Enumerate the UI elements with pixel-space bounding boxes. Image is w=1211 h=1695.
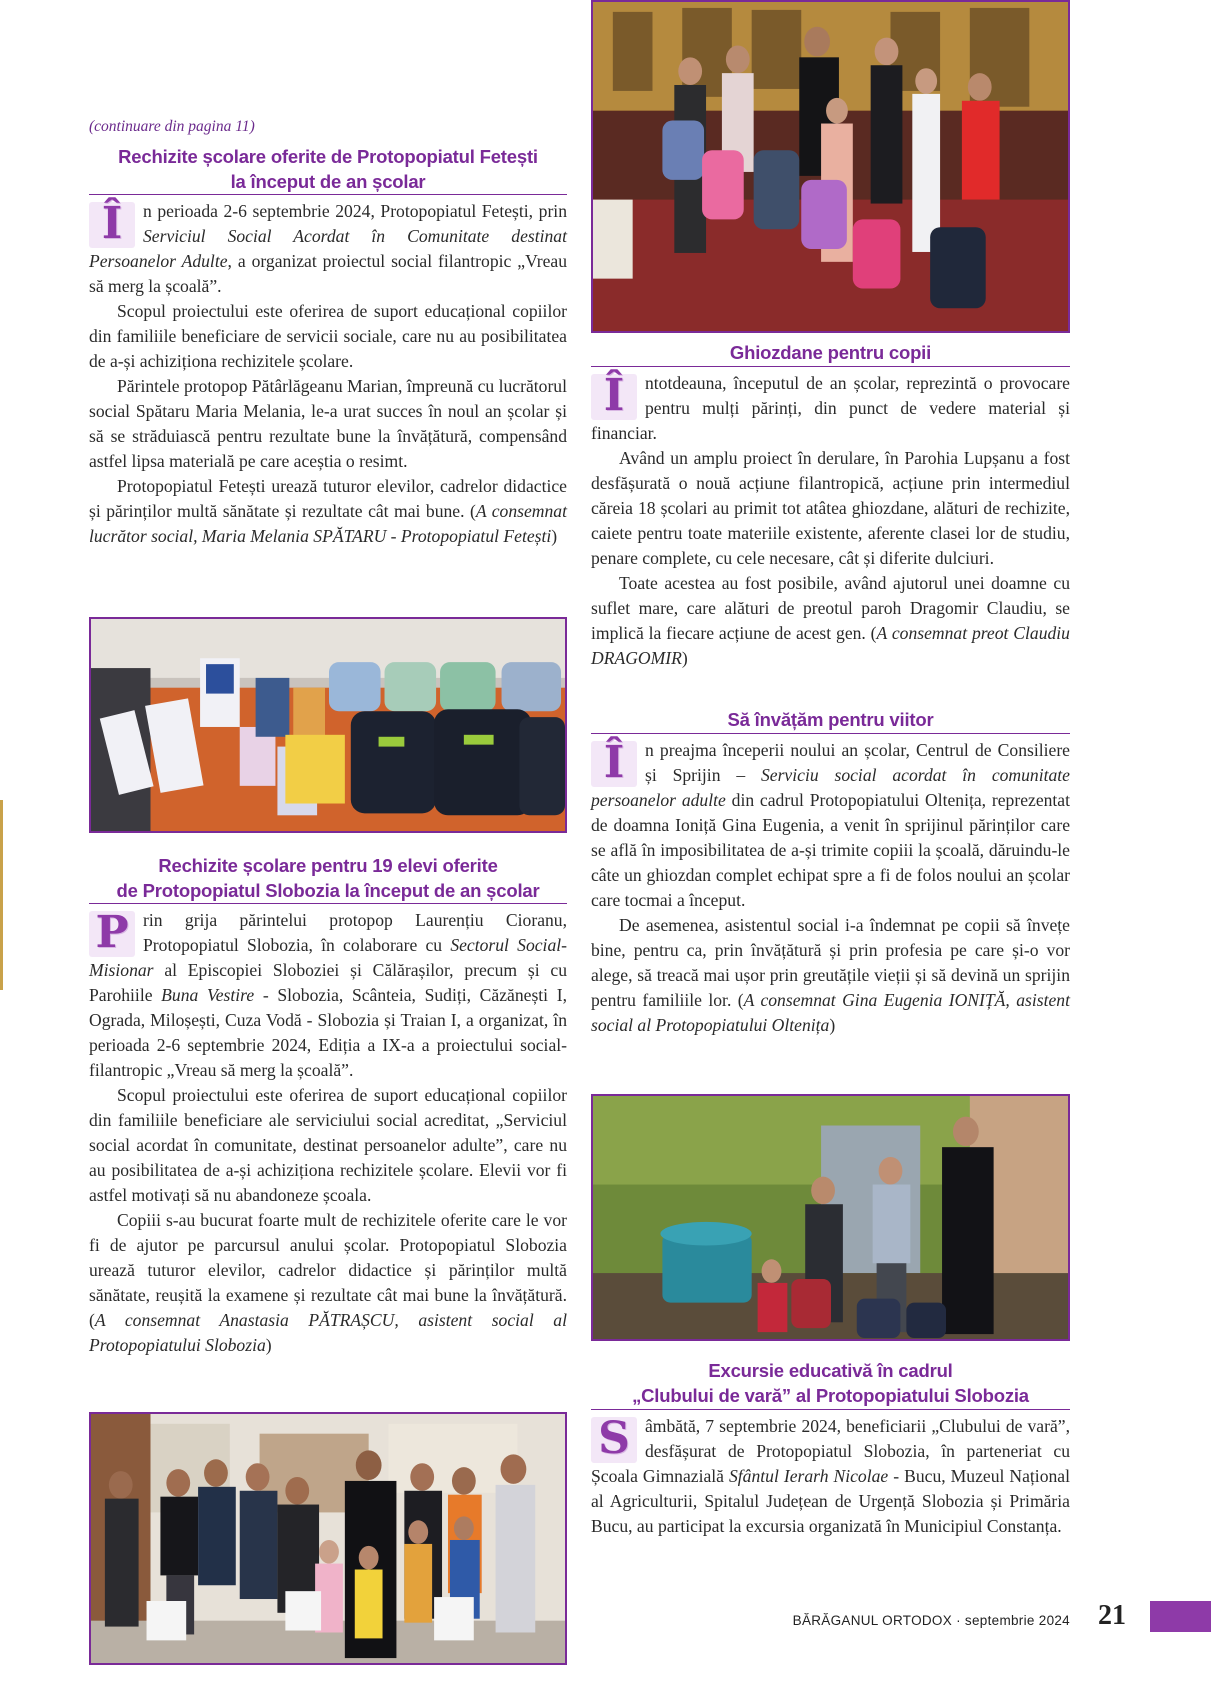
article-2-paragraph: Copiii s-au bucurat foarte mult de rechizitele oferite care le vor fi de ajutor pe parcursul anului școlar. Protopopiatul Slobozia urează tuturor elevilor, cadrelor didactice și părinților multă sănătate, reușită la examene și rezultate cât mai bune la învățătură. (A consemnat Anastasia PĂTRAȘCU, asistent social al Protopopiatului Slobozia) [89, 1210, 567, 1355]
article-1-title: Rechizite școlare oferite de Protopopiatul Fetești la început de an școlar [89, 144, 567, 195]
article-3 [591, 340, 1070, 671]
article-1-body [89, 199, 567, 549]
page-tab [1150, 1601, 1211, 1632]
family-photo-oltenita [591, 1094, 1070, 1341]
article-4-paragraph: De asemenea, asistentul social i-a îndemnat pe copii să învețe bine, pentru ca, prin învățătură și prin profesia pe care și-o vor alege, să treacă mai ușor prin greutățile vieții și să devină un sprijin pentru familiile lor. (A consemnat Gina Eugenia IONIȚĂ, asistent social al Protopopiatului Oltenița) [591, 915, 1070, 1035]
school-supplies-photo [89, 617, 567, 833]
article-3-paragraph: Î ntotdeauna, începutul de an școlar, reprezintă o provocare pentru mulți părinți, din punct de vedere material și financiar. [591, 370, 1070, 443]
article-2-paragraph: P rin grija părintelui protopop Laurențiu Cioranu, Protopopiatul Slobozia, în colaborare cu Sectorul Social-Misionar al Episcopiei Sloboziei și Călărașilor, precum și cu Parohiile Buna Vestire - Slobozia, Scânteia, Sudiți, Căzănești I, Ograda, Miloșești, Cuza Vodă - Slobozia și Traian I, a organizat, în perioada 2-6 septembrie 2024, Ediția a IX-a a proiectului social-filantropic „Vreau să merg la școală”. [89, 907, 567, 1080]
article-4 [591, 707, 1070, 1038]
article-2 [89, 853, 567, 1358]
dropcap: Î [591, 374, 637, 420]
group-photo-slobozia [89, 1412, 567, 1665]
article-3-paragraph: Având un amplu proiect în derulare, în Parohia Lupșanu a fost desfășurată o nouă acțiune filantropică, acțiune prin intermediul căreia 18 școlari au primit tot atâtea ghiozdane, alături de rechizite, caiete pentru toate materiile existente, aferente clasei lor de studiu, penare complete, cu cele necesare, cât și diferite dulciuri. [591, 448, 1070, 568]
article-5 [591, 1358, 1070, 1539]
article-3-paragraph: Toate acestea au fost posibile, având ajutorul unei doamne cu suflet mare, care alături de preotul paroh Dragomir Claudiu, se implică la fiecare acțiune de acest gen. (A consemnat preot Claudiu DRAGOMIR) [591, 573, 1070, 668]
article-2-title: Rechizite școlare pentru 19 elevi oferite de Protopopiatul Slobozia la început de an școlar [89, 853, 567, 904]
article-4-paragraph: Î n preajma începerii noului an școlar, Centrul de Consiliere și Sprijin – Serviciu social acordat în comunitate persoanelor adulte din cadrul Protopopiatului Oltenița, reprezentat de doamna Ioniță Gina Eugenia, a venit în sprijinul părinților care se află în imposibilitatea de a-și trimite copiii la școală, dăruindu-le câte un ghiozdan complet echipat spre a fi de folos noului an școlar care tocmai a început. [591, 737, 1071, 910]
article-1-paragraph: Părintele protopop Pătârlăgeanu Marian, împreună cu lucrătorul social Spătaru Maria Melania, le-a urat succes în noul an școlar și să se străduiască pentru rezultate bune la învățătură, compensând astfel lipsa materială pe care aceștia o resimt. [89, 376, 567, 471]
publication-footer: BĂRĂGANUL ORTODOX · septembrie 2024 [792, 1613, 1070, 1628]
article-1-paragraph: Scopul proiectului este oferirea de suport educațional copiilor din familiile beneficiare de servicii sociale, care nu au posibilitatea de a-și achiziționa rechizitele școlare. [89, 301, 567, 371]
continuation-note: (continuare din pagina 11) [89, 118, 255, 135]
left-column [89, 118, 567, 549]
article-1-paragraph: Protopopiatul Fetești urează tuturor elevilor, cadrelor didactice și părinților multă sănătate și rezultate cât mai bune. (A consemnat lucrător social, Maria Melania SPĂTARU - Protopopiatul Fetești) [89, 476, 567, 546]
article-3-title: Ghiozdane pentru copii [591, 340, 1070, 367]
page-number: 21 [1098, 1600, 1126, 1631]
dropcap: Î [89, 202, 135, 248]
church-group-photo [591, 0, 1070, 333]
dropcap: Î [591, 741, 637, 787]
dropcap: P [89, 911, 135, 957]
article-4-title: Să învățăm pentru viitor [591, 707, 1070, 734]
page-edge-mark [0, 800, 3, 990]
article-1-paragraph: Î n perioada 2-6 septembrie 2024, Protopopiatul Fetești, prin Serviciul Social Acordat în Comunitate destinat Persoanelor Adulte, a organizat proiectul social filantropic „Vreau să merg la școală”. [89, 198, 567, 296]
article-2-paragraph: Scopul proiectului este oferirea de suport educațional copiilor din familiile beneficiare ale serviciului social acreditat, „Serviciul social acordat în comunitate, destinat persoanelor adulte”, care nu au posibilitatea de a-și achiziționa rechizitele școlare. Elevii vor fi astfel motivați să nu abandoneze școala. [89, 1085, 567, 1205]
dropcap: S [591, 1417, 637, 1463]
article-5-paragraph: S âmbătă, 7 septembrie 2024, beneficiarii „Clubului de vară”, desfășurat de Protopopiatul Slobozia, în parteneriat cu Școala Gimnazială Sfântul Ierarh Nicolae - Bucu, Muzeul Național al Agriculturii, Spitalul Județean de Urgență Slobozia și Primăria Bucu, au participat la excursia organizată în Municipiul Constanța. [591, 1413, 1070, 1536]
article-5-title: Excursie educativă în cadrul „Clubului de vară” al Protopopiatului Slobozia [591, 1358, 1070, 1410]
